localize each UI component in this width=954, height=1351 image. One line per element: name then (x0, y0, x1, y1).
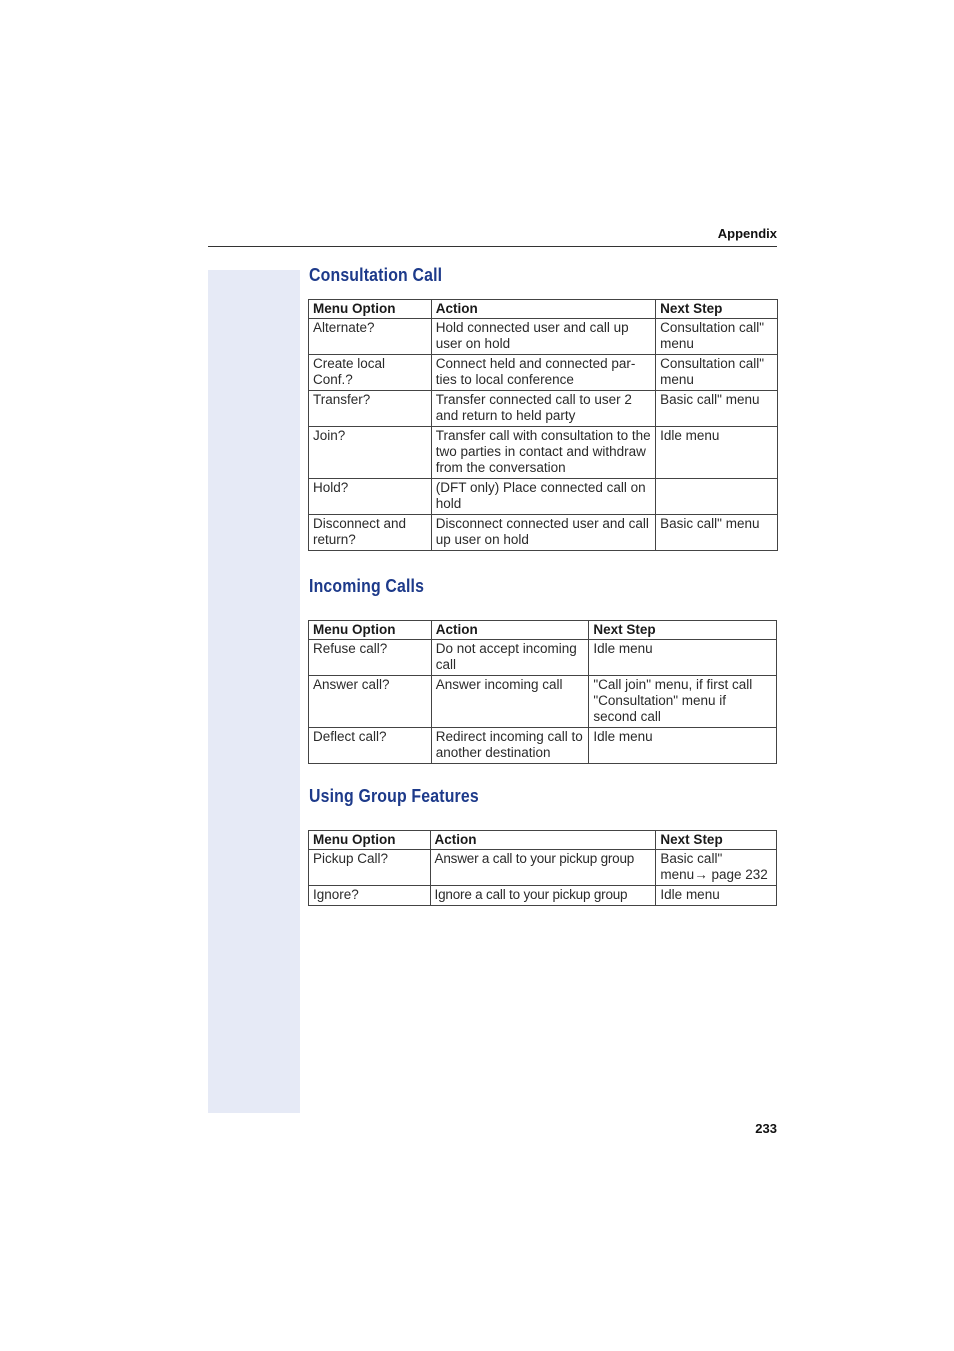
table-header-row (309, 621, 777, 640)
menu-option-cell: Refuse call? (309, 640, 432, 676)
table-header-row (309, 831, 777, 850)
next-step-cell: Basic call" menu (656, 391, 778, 427)
consultation-call-table (308, 299, 778, 551)
table-row (309, 427, 778, 479)
action-cell: Answer incoming call (431, 676, 589, 728)
menu-option-cell: Deflect call? (309, 728, 432, 764)
action-cell: (DFT only) Place connected call on hold (431, 479, 655, 515)
next-step-cell: Idle menu (589, 728, 777, 764)
next-step-cell (656, 479, 778, 515)
column-header: Action (431, 300, 655, 319)
section-title-incoming-calls: Incoming Calls (309, 576, 425, 596)
action-cell: Transfer call with consultation to the two parties in contact and withdraw from the conversation (431, 427, 655, 479)
next-step-cell: Basic call" menu (656, 515, 778, 551)
arrow-right-icon: → (694, 867, 708, 882)
action-cell: Ignore a call to your pickup group (430, 886, 656, 906)
next-step-cell: Consultation call" menu (656, 319, 778, 355)
section-title-consultation-call: Consultation Call (309, 265, 443, 285)
page-number: 233 (755, 1121, 777, 1136)
table-row (309, 319, 778, 355)
running-header: Appendix (717, 226, 777, 241)
menu-option-cell: Pickup Call? (309, 850, 431, 886)
action-cell: Connect held and connected par-ties to local conference (431, 355, 655, 391)
table-row (309, 515, 778, 551)
column-header: Menu Option (309, 621, 432, 640)
incoming-calls-table (308, 620, 777, 764)
table-header-row (309, 300, 778, 319)
menu-option-cell: Ignore? (309, 886, 431, 906)
column-header: Menu Option (309, 300, 432, 319)
next-step-cell: Idle menu (589, 640, 777, 676)
table-row (309, 728, 777, 764)
next-step-text: Basic call" menu (660, 851, 723, 882)
table-row (309, 355, 778, 391)
column-header: Next Step (589, 621, 777, 640)
table-row (309, 640, 777, 676)
table-row (309, 886, 777, 906)
menu-option-cell: Alternate? (309, 319, 432, 355)
menu-option-cell: Answer call? (309, 676, 432, 728)
menu-option-cell: Disconnect and return? (309, 515, 432, 551)
table-row (309, 850, 777, 886)
group-features-table (308, 830, 777, 906)
menu-option-cell: Transfer? (309, 391, 432, 427)
menu-option-cell: Create local Conf.? (309, 355, 432, 391)
next-step-cell: Idle menu (656, 427, 778, 479)
action-cell: Hold connected user and call up user on hold (431, 319, 655, 355)
action-cell: Do not accept incoming call (431, 640, 589, 676)
next-step-cell (656, 850, 777, 886)
column-header: Action (431, 621, 589, 640)
menu-option-cell: Hold? (309, 479, 432, 515)
section-title-using-group-features: Using Group Features (309, 786, 479, 806)
table-row (309, 391, 778, 427)
action-cell: Disconnect connected user and call up user on hold (431, 515, 655, 551)
column-header: Next Step (656, 300, 778, 319)
header-rule (208, 246, 777, 247)
action-cell: Redirect incoming call to another destination (431, 728, 589, 764)
next-step-cell: Consultation call" menu (656, 355, 778, 391)
action-cell: Transfer connected call to user 2 and return to held party (431, 391, 655, 427)
table-row (309, 676, 777, 728)
action-cell: Answer a call to your pickup group (430, 850, 656, 886)
column-header: Menu Option (309, 831, 431, 850)
menu-option-cell: Join? (309, 427, 432, 479)
column-header: Action (430, 831, 656, 850)
column-header: Next Step (656, 831, 777, 850)
next-step-cell: "Call join" menu, if first call "Consultation" menu if second call (589, 676, 777, 728)
next-step-cell: Idle menu (656, 886, 777, 906)
margin-band (208, 270, 300, 1113)
table-row (309, 479, 778, 515)
page-reference-link[interactable]: page 232 (711, 867, 768, 882)
